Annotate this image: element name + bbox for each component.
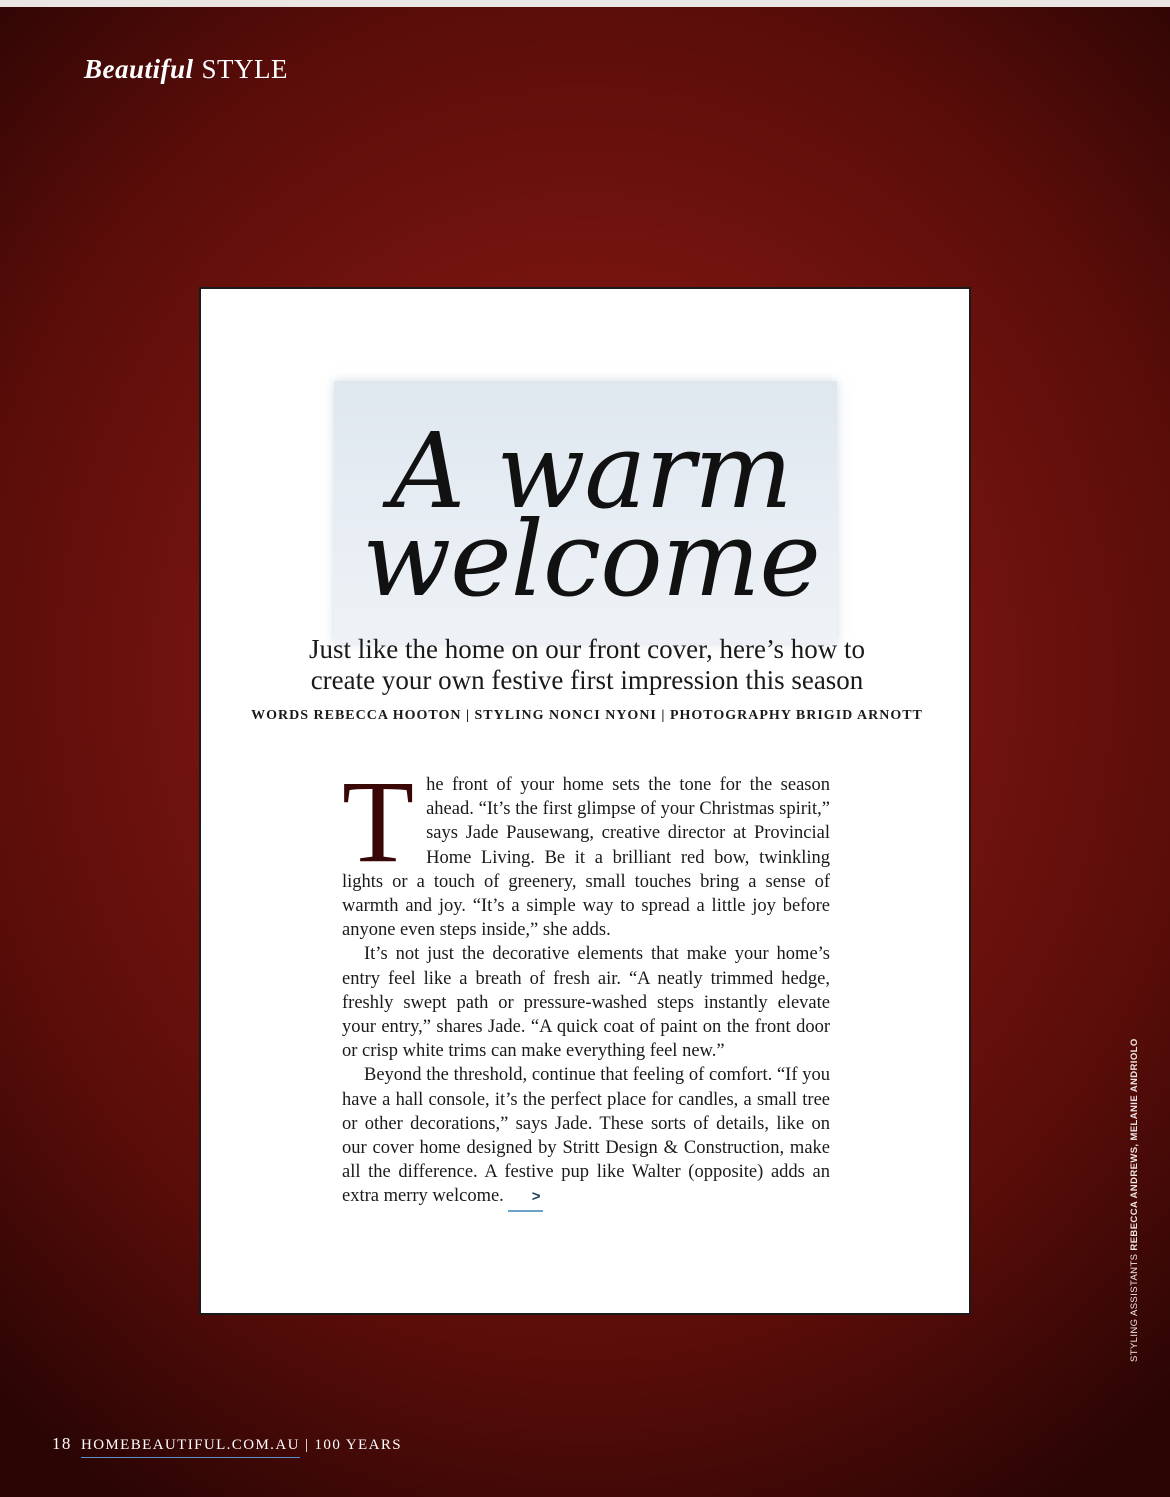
paragraph-3 (342, 1063, 830, 1211)
continue-arrow-icon[interactable]: > (508, 1185, 543, 1211)
byline-credits: WORDS REBECCA HOOTON | STYLING NONCI NYONI | PHOTOGRAPHY BRIGID ARNOTT (251, 708, 923, 723)
footer-separator: | (304, 1437, 310, 1453)
paragraph-2: It’s not just the decorative elements that make your home’s entry feel like a breath of fresh air. “A neatly trimmed hedge, freshly swept path or pressure-washed steps instantly elevate your entry,” shares Jade. “A quick coat of paint on the front door or crisp white trims can make everything feel new.” (342, 944, 830, 1062)
paragraph-1 (342, 756, 830, 942)
article-body (342, 756, 830, 1212)
article-card (199, 287, 971, 1315)
drop-cap: T (342, 756, 415, 887)
paragraph-3-text: Beyond the threshold, continue that feeling of comfort. “If you have a hall console, it’s the perfect place for candles, a small tree or other decorations,” says Jade. These sorts of details, like on our cover home designed by Stritt Design & Construction, make all the difference. A festive pup like Walter (opposite) adds an extra merry welcome. (342, 1065, 830, 1207)
section-label (84, 54, 288, 85)
headline-line-2: welcome (362, 498, 820, 620)
side-credit-names: REBECCA ANDREWS, MELANIE ANDRIOLO (1129, 1038, 1140, 1251)
site-link[interactable]: HOMEBEAUTIFUL.COM.AU (81, 1437, 300, 1458)
headline-line-1: A warm (390, 410, 792, 532)
top-strip (0, 0, 1170, 7)
standfirst-line-2: create your own festive first impression this season (310, 665, 864, 695)
standfirst (241, 634, 933, 696)
footer-tagline: 100 YEARS (314, 1437, 402, 1453)
side-credit (1129, 1038, 1140, 1362)
paragraph-1-text: he front of your home sets the tone for the season ahead. “It’s the first glimpse of your Christmas spirit,” says Jade Pausewang, creative director at Provincial Home Living. Be it a brilliant red bow, twinkling lights or a touch of greenery, small touches bring a sense of warmth and joy. “It’s a simple way to spread a little joy before anyone even steps inside,” she adds. (342, 775, 830, 941)
side-credit-label: STYLING ASSISTANTS (1129, 1253, 1140, 1362)
section-prefix: Beautiful (84, 54, 194, 84)
page-footer (52, 1434, 402, 1454)
section-name: STYLE (201, 54, 289, 84)
headline (311, 410, 871, 620)
page-number: 18 (52, 1434, 72, 1453)
standfirst-line-1: Just like the home on our front cover, here’s how to (308, 634, 866, 664)
